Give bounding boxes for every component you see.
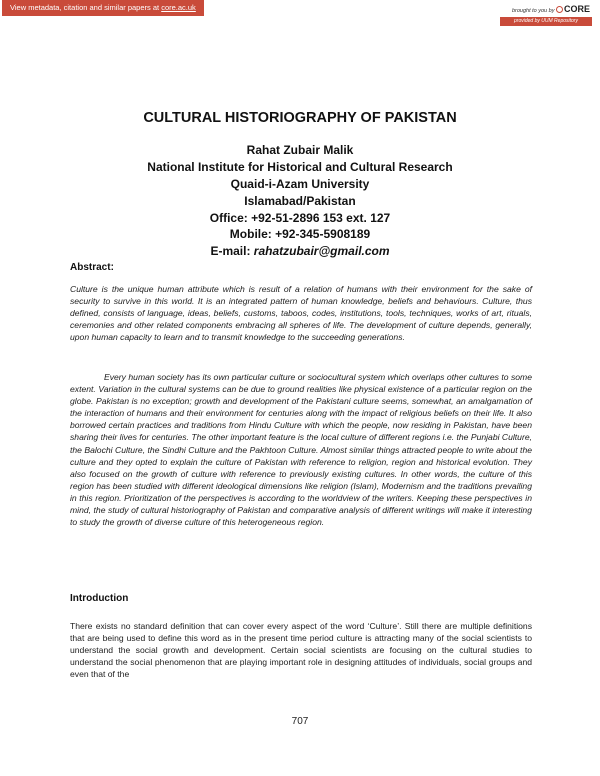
provided-by-repository[interactable]: provided by UUM Repository <box>500 17 592 26</box>
view-metadata-text: View metadata, citation and similar papers at <box>10 3 162 12</box>
introduction-paragraph-1: There exists no standard definition that can cover every aspect of the word ‘Culture’. Still there are multiple definitions that are being used to define this word as in the present time period culture is attracting many of the social scientists to understand the social growth and development. Certain social scientists are focusing on the cultural studies to understand the social phenomenon that are playing important role in designing attitudes of individuals, social groups and even that of the <box>70 621 532 680</box>
abstract-paragraph-1: Culture is the unique human attribute which is result of a relation of humans with their environment for the sake of security to survive in this world. It is an integrated pattern of human knowledge, beliefs and behaviours. Culture, thus defined, consists of language, ideas, beliefs, customs, taboos, codes, institutions, tools, techniques, works of art, rituals, ceremonies and other related components embracing all spheres of life. The development of culture depends, generally, upon human capacity to learn and to transmit knowledge to the succeeding generations. <box>70 284 532 343</box>
abstract-paragraph-2: Every human society has its own particular culture or sociocultural system which overlaps other cultures to some extent. Variation in the cultural systems can be due to ground realities like physical existence of a particular region on the globe. Pakistan is no exception; growth and development of the Pakistani culture seems, somewhat, an amalgamation of the interaction of humans and their environment for centuries along with the impact of religious beliefs on their life. It also borrowed certain practices and traditions from Hindu Culture with which the people, now residing in Pakistan, have been sharing their lives for centuries. The other important feature is the local culture of different regions i.e. the Punjabi Culture, the Balochi Culture, the Sindhi Culture and the Pakhtoon Culture. Almost similar things attracted people to write about the culture and they opted to explain the culture of Pakistan with reference to religion, region and historical evolution. They also focused on the growth of culture with reference to previously existing cultures. In other words, the culture of this region has been studied with different ideological dimensions like religion (Islam), Modernism and the traditions prevailing in this region. Prioritization of the perspectives is according to the worldview of the writers. Keeping these perspectives in mind, the study of cultural historiography of Pakistan and comparative analysis of different writings will make it interesting to study the growth of diverse culture of this heterogeneous region. <box>70 372 532 528</box>
abstract-heading: Abstract: <box>70 262 114 273</box>
core-banner <box>0 0 600 24</box>
core-ac-uk-link[interactable]: core.ac.uk <box>161 3 196 12</box>
author-name: Rahat Zubair Malik <box>246 143 354 157</box>
author-office-phone: Office: +92-51-2896 153 ext. 127 <box>209 211 391 225</box>
view-metadata-link[interactable] <box>2 0 204 16</box>
core-logo-icon <box>556 6 563 13</box>
author-institute: National Institute for Historical and Cultural Research <box>147 160 453 174</box>
author-email[interactable]: rahatzubair@gmail.com <box>253 244 390 258</box>
author-city: Islamabad/Pakistan <box>244 194 356 208</box>
paper-title: CULTURAL HISTORIOGRAPHY OF PAKISTAN <box>143 110 457 126</box>
author-email-line <box>0 243 600 259</box>
author-university: Quaid-i-Azam University <box>230 177 370 191</box>
page-number: 707 <box>291 716 309 727</box>
core-logo-text: CORE <box>563 4 590 14</box>
introduction-heading: Introduction <box>70 593 129 604</box>
author-mobile-phone: Mobile: +92-345-5908189 <box>229 227 371 241</box>
email-label: E-mail: <box>210 244 254 258</box>
brought-by-text: brought to you by <box>511 8 555 14</box>
brought-to-you-by[interactable] <box>512 4 590 14</box>
